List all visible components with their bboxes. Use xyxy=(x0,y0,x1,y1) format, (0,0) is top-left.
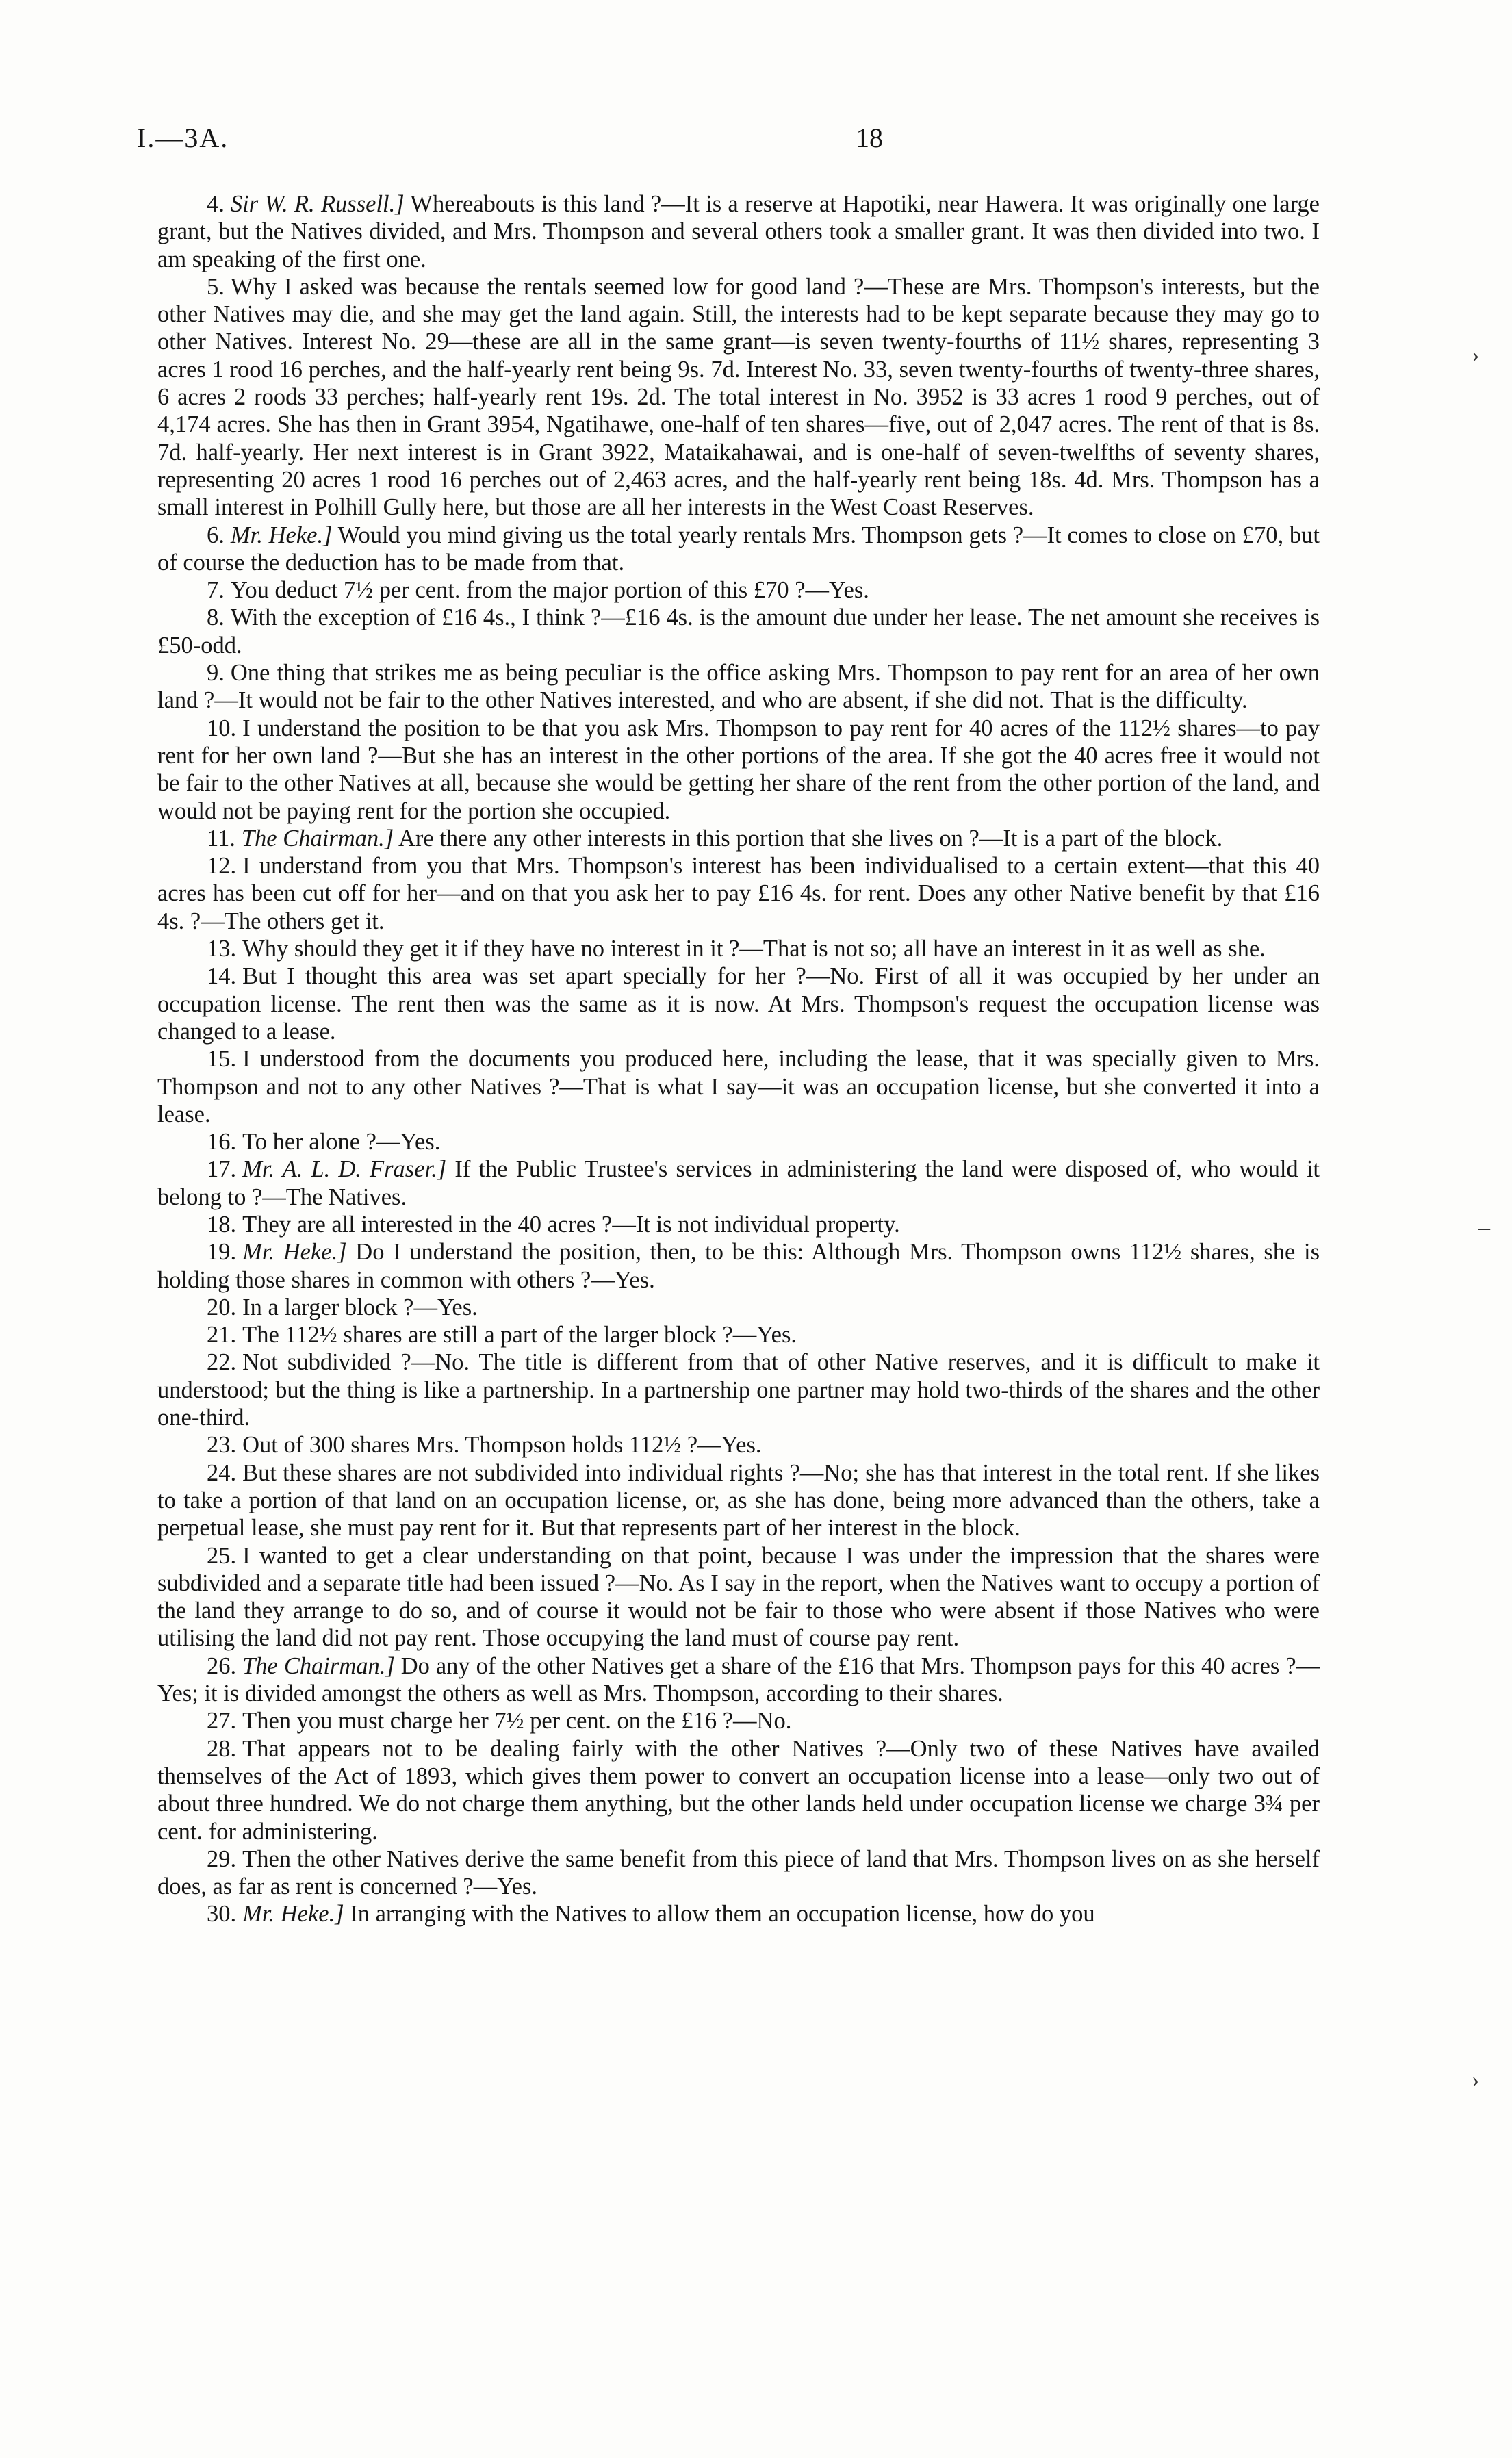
question-paragraph xyxy=(157,1652,1320,1708)
question-number: 4. xyxy=(207,191,225,217)
question-text: Do I understand the position, then, to be this: Although Mrs. Thompson owns 112½ shares, she is holding those shares in common with others ?—Yes. xyxy=(157,1239,1320,1293)
question-text: I understand from you that Mrs. Thompson's interest has been individualised to a certain extent—that this 40 acres has been cut off for her—and on that you ask her to pay £16 4s. for rent. Does any other Native benefit by that £16 4s. ?—The others get it. xyxy=(157,853,1320,934)
question-number: 15. xyxy=(207,1046,237,1073)
question-paragraph xyxy=(157,1321,1320,1348)
speaker-name: Mr. Heke.] xyxy=(242,1901,344,1928)
question-number: 11. xyxy=(207,825,235,852)
question-text: Then you must charge her 7½ per cent. on the £16 ?—No. xyxy=(242,1708,792,1734)
question-number: 24. xyxy=(207,1459,237,1486)
question-text: Are there any other interests in this portion that she lives on ?—It is a part of the block. xyxy=(398,825,1223,852)
question-paragraph xyxy=(157,1845,1320,1901)
question-paragraph xyxy=(157,1431,1320,1459)
question-text: Why should they get it if they have no interest in it ?—That is not so; all have an interest in it as well as she. xyxy=(242,936,1266,962)
question-text: They are all interested in the 40 acres ?—It is not individual property. xyxy=(242,1211,900,1238)
question-paragraph xyxy=(157,273,1320,522)
question-text: Do any of the other Natives get a share of the £16 that Mrs. Thompson pays for this 40 acres ?—Yes; it is divided amongst the others as well as Mrs. Thompson, according to their shares. xyxy=(157,1652,1320,1707)
question-text: To her alone ?—Yes. xyxy=(242,1129,441,1155)
question-number: 5. xyxy=(207,273,225,300)
question-number: 8. xyxy=(207,604,225,631)
question-number: 30. xyxy=(207,1901,237,1928)
question-text: In arranging with the Natives to allow them an occupation license, how do you xyxy=(350,1901,1095,1928)
question-text: That appears not to be dealing fairly with the other Natives ?—Only two of these Natives have availed themselves of the Act of 1893, which gives them power to convert an occupation license into a lease—only two out of about three hundred. We do not charge them anything, but the other lands held under occupation license we charge 3¾ per cent. for administering. xyxy=(157,1735,1320,1845)
speaker-name: Sir W. R. Russell.] xyxy=(230,191,405,217)
question-text: Out of 300 shares Mrs. Thompson holds 112½ ?—Yes. xyxy=(242,1432,762,1459)
question-text: But these shares are not subdivided into individual rights ?—No; she has that interest in the total rent. If she likes to take a portion of that land on an occupation license, or, as she has done, being more advanced than the others, take a perpetual lease, she must pay rent for it. But that represents part of her interest in the block. xyxy=(157,1459,1320,1541)
question-text: Not subdivided ?—No. The title is different from that of other Native reserves, and it is difficult to make it understood; but the thing is like a partnership. In a partnership one partner may hold two-thirds of the shares and the other one-third. xyxy=(157,1349,1320,1431)
question-text: Why I asked was because the rentals seemed low for good land ?—These are Mrs. Thompson's interests, but the other Natives may die, and she may get the land again. Still, the interests had to be kept separate because they may go to other Natives. Interest No. 29—these are all in the same grant—is seven twenty-fourths of 11½ shares, representing 3 acres 1 rood 16 perches, and the half-yearly rent being 9s. 7d. Interest No. 33, seven twenty-fourths of twenty-three shares, 6 acres 2 roods 33 perches; half-yearly rent 19s. 2d. The total interest in No. 3952 is 33 acres 1 rood 9 perches, out of 4,174 acres. She has then in Grant 3954, Ngatihawe, one-half of ten shares—five, out of 2,047 acres. The rent of that is 8s. 7d. half-yearly. Her next interest is in Grant 3922, Mataikahawai, and is one-half of seven-twelfths of seventy shares, representing 20 acres 1 rood 16 perches out of 2,463 acres, and the half-yearly rent being 18s. 4d. Mrs. Thompson has a small interest in Polhill Gully here, but those are all her interests in the West Coast Reserves. xyxy=(157,273,1320,521)
question-paragraph xyxy=(157,1238,1320,1294)
speaker-name: The Chairman.] xyxy=(241,825,394,852)
speaker-name: The Chairman.] xyxy=(242,1652,395,1679)
question-paragraph xyxy=(157,1735,1320,1845)
question-text: I understood from the documents you produced here, including the lease, that it was specially given to Mrs. Thompson and not to any other Natives ?—That is what I say—it was an occupation license, but she converted it into a lease. xyxy=(157,1046,1320,1127)
question-number: 10. xyxy=(207,715,237,741)
question-text: In a larger block ?—Yes. xyxy=(242,1294,478,1320)
question-paragraph xyxy=(157,825,1320,852)
question-text: Then the other Natives derive the same benefit from this piece of land that Mrs. Thompson lives on as she herself does, as far as rent is concerned ?—Yes. xyxy=(157,1845,1320,1900)
speaker-name: Mr. A. L. D. Fraser.] xyxy=(242,1156,447,1183)
question-text: Would you mind giving us the total yearly rentals Mrs. Thompson gets ?—It comes to close on £70, but of course the deduction has to be made from that. xyxy=(157,522,1320,576)
question-number: 12. xyxy=(207,853,237,880)
question-text: But I thought this area was set apart specially for her ?—No. First of all it was occupied by her under an occupation license. The rent then was the same as it is now. At Mrs. Thompson's request the occupation license was changed to a lease. xyxy=(157,963,1320,1045)
question-number: 28. xyxy=(207,1735,237,1762)
question-number: 19. xyxy=(207,1239,237,1266)
question-text: I understand the position to be that you ask Mrs. Thompson to pay rent for 40 acres of the 112½ shares—to pay rent for her own land ?—But she has an interest in the other portions of the area. If she got the 40 acres free it would not be fair to the other Natives at all, because she would be getting her share of the rent from the other portion of the land, and would not be paying rent for the portion she occupied. xyxy=(157,715,1320,824)
question-number: 29. xyxy=(207,1845,237,1872)
speaker-name: Mr. Heke.] xyxy=(242,1239,347,1266)
question-paragraph xyxy=(157,1128,1320,1155)
question-paragraph xyxy=(157,935,1320,962)
margin-mark: › xyxy=(1472,2067,1480,2092)
question-paragraph xyxy=(157,190,1320,273)
question-paragraph xyxy=(157,1045,1320,1128)
question-paragraph xyxy=(157,1900,1320,1928)
page-header xyxy=(137,122,1424,163)
question-number: 21. xyxy=(207,1322,237,1348)
question-number: 18. xyxy=(207,1211,237,1238)
question-paragraph xyxy=(157,1211,1320,1238)
question-number: 16. xyxy=(207,1129,237,1155)
question-number: 13. xyxy=(207,936,237,962)
question-paragraph xyxy=(157,659,1320,715)
document-reference: I.—3A. xyxy=(137,123,229,153)
question-text: If the Public Trustee's services in administering the land were disposed of, who would it belong to ?—The Natives. xyxy=(157,1156,1320,1210)
question-paragraph xyxy=(157,715,1320,825)
page-number: 18 xyxy=(856,123,883,153)
question-paragraph xyxy=(157,1707,1320,1734)
question-text: One thing that strikes me as being peculiar is the office asking Mrs. Thompson to pay rent for an area of her own land ?—It would not be fair to the other Natives interested, and who are absent, if she did not. That is the difficulty. xyxy=(157,660,1320,714)
question-paragraph xyxy=(157,522,1320,577)
question-paragraph xyxy=(157,1155,1320,1211)
question-number: 20. xyxy=(207,1294,237,1320)
question-number: 22. xyxy=(207,1349,237,1376)
question-paragraph xyxy=(157,576,1320,604)
question-paragraph xyxy=(157,962,1320,1045)
question-number: 9. xyxy=(207,660,225,687)
question-number: 17. xyxy=(207,1156,237,1183)
question-paragraph xyxy=(157,852,1320,935)
question-text: The 112½ shares are still a part of the larger block ?—Yes. xyxy=(242,1322,797,1348)
question-number: 7. xyxy=(207,577,225,604)
margin-mark: – xyxy=(1478,1215,1490,1240)
question-number: 26. xyxy=(207,1652,237,1679)
question-text: Whereabouts is this land ?—It is a reserve at Hapotiki, near Hawera. It was originally one large grant, but the Natives divided, and Mrs. Thompson and several others took a smaller grant. It was then divided into two. I am speaking of the first one. xyxy=(157,191,1320,272)
margin-mark: › xyxy=(1472,342,1480,368)
question-number: 14. xyxy=(207,963,237,990)
question-text: With the exception of £16 4s., I think ?—£16 4s. is the amount due under her lease. The net amount she receives is £50-odd. xyxy=(157,604,1320,658)
question-text: I wanted to get a clear understanding on that point, because I was under the impression that the shares were subdivided and a separate title had been issued ?—No. As I say in the report, when the Natives want to occupy a portion of the land they arrange to do so, and of course it would not be fair to those who were absent if those Natives who were utilising the land did not pay rent. Those occupying the land must of course pay rent. xyxy=(157,1542,1320,1652)
question-paragraph xyxy=(157,1542,1320,1652)
question-paragraph xyxy=(157,604,1320,659)
question-text: You deduct 7½ per cent. from the major portion of this £70 ?—Yes. xyxy=(230,577,869,604)
question-number: 25. xyxy=(207,1542,237,1569)
question-number: 27. xyxy=(207,1708,237,1734)
speaker-name: Mr. Heke.] xyxy=(230,522,333,548)
question-paragraph xyxy=(157,1348,1320,1431)
question-number: 6. xyxy=(207,522,225,548)
question-paragraph xyxy=(157,1459,1320,1542)
question-paragraph xyxy=(157,1294,1320,1321)
document-body xyxy=(157,190,1320,1928)
question-number: 23. xyxy=(207,1432,237,1459)
